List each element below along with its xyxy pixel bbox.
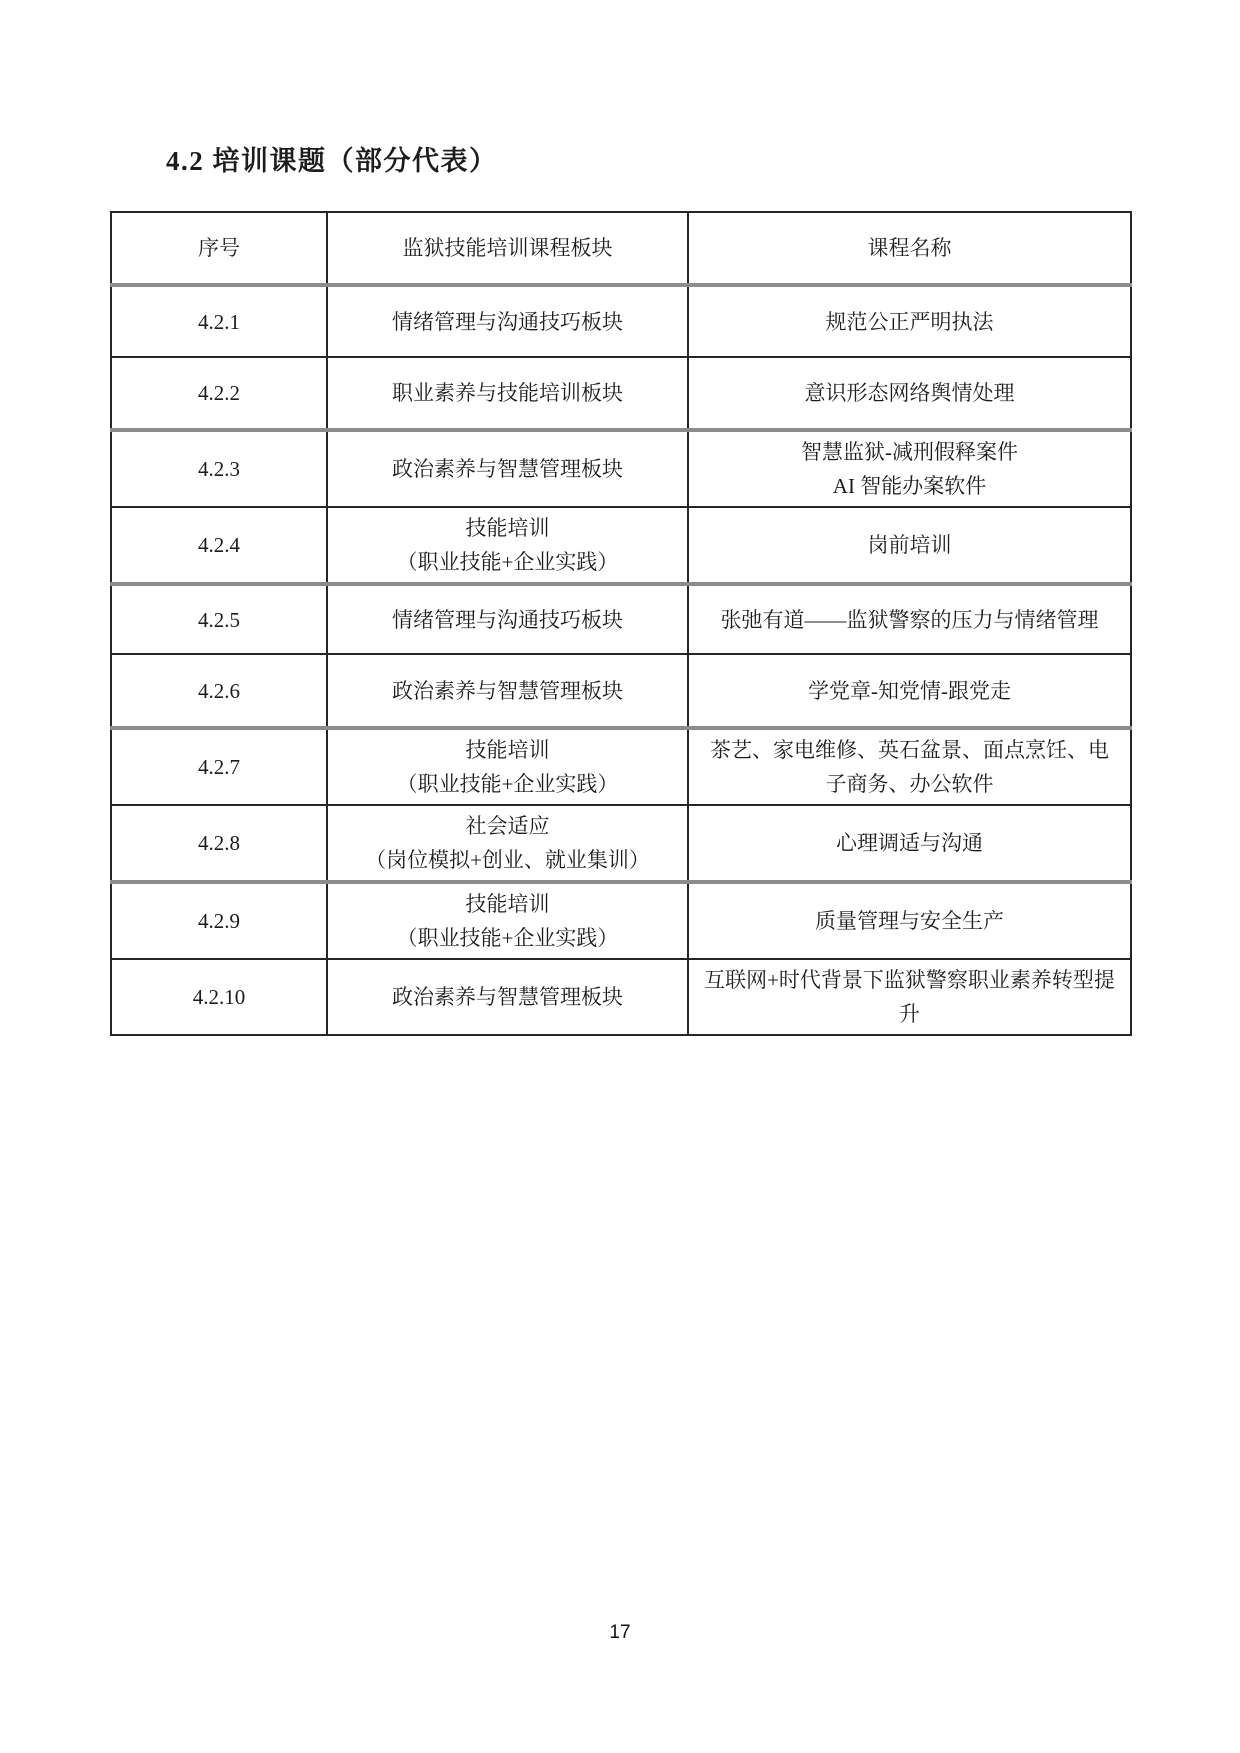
table-row — [111, 430, 1131, 507]
cell-line: AI 智能办案软件 — [832, 474, 987, 498]
cell-course: 质量管理与安全生产 — [688, 882, 1131, 959]
cell-line: 技能培训 — [465, 738, 550, 762]
cell-course: 规范公正严明执法 — [688, 285, 1131, 357]
cell-course: 心理调适与沟通 — [688, 805, 1131, 882]
cell-line: （职业技能+企业实践） — [396, 550, 619, 574]
cell-no: 4.2.5 — [111, 584, 327, 654]
table-row — [111, 728, 1131, 805]
table-row — [111, 285, 1131, 357]
table-row — [111, 507, 1131, 584]
cell-course: 岗前培训 — [688, 507, 1131, 584]
cell-course: 张弛有道——监狱警察的压力与情绪管理 — [688, 584, 1131, 654]
table-row — [111, 654, 1131, 728]
section-title: 4.2 培训课题（部分代表） — [166, 146, 498, 176]
cell-module — [327, 728, 688, 805]
cell-module: 政治素养与智慧管理板块 — [327, 654, 688, 728]
cell-module: 政治素养与智慧管理板块 — [327, 959, 688, 1035]
cell-module: 情绪管理与沟通技巧板块 — [327, 285, 688, 357]
cell-course: 学党章-知党情-跟党走 — [688, 654, 1131, 728]
cell-module: 情绪管理与沟通技巧板块 — [327, 584, 688, 654]
page-number: 17 — [609, 1622, 631, 1643]
table-row — [111, 882, 1131, 959]
column-header-course: 课程名称 — [688, 212, 1131, 285]
cell-no: 4.2.8 — [111, 805, 327, 882]
cell-no: 4.2.10 — [111, 959, 327, 1035]
cell-no: 4.2.4 — [111, 507, 327, 584]
cell-line: （职业技能+企业实践） — [396, 772, 619, 796]
table-header-row — [111, 212, 1131, 285]
cell-module: 职业素养与技能培训板块 — [327, 357, 688, 430]
cell-no: 4.2.6 — [111, 654, 327, 728]
cell-module — [327, 805, 688, 882]
cell-line: （岗位模拟+创业、就业集训） — [365, 848, 650, 872]
cell-course: 互联网+时代背景下监狱警察职业素养转型提升 — [688, 959, 1131, 1035]
cell-course — [688, 430, 1131, 507]
cell-module — [327, 507, 688, 584]
cell-course: 茶艺、家电维修、英石盆景、面点烹饪、电子商务、办公软件 — [688, 728, 1131, 805]
cell-line: 技能培训 — [465, 892, 550, 916]
cell-no: 4.2.3 — [111, 430, 327, 507]
cell-line: 智慧监狱-减刑假释案件 — [801, 440, 1018, 464]
cell-module: 政治素养与智慧管理板块 — [327, 430, 688, 507]
table-row — [111, 584, 1131, 654]
table-row — [111, 805, 1131, 882]
table-row — [111, 959, 1131, 1035]
cell-line: 技能培训 — [465, 516, 550, 540]
cell-line: （职业技能+企业实践） — [396, 926, 619, 950]
cell-course: 意识形态网络舆情处理 — [688, 357, 1131, 430]
cell-module — [327, 882, 688, 959]
column-header-no: 序号 — [111, 212, 327, 285]
column-header-module: 监狱技能培训课程板块 — [327, 212, 688, 285]
cell-no: 4.2.2 — [111, 357, 327, 430]
table-row — [111, 357, 1131, 430]
cell-no: 4.2.1 — [111, 285, 327, 357]
cell-line: 社会适应 — [465, 814, 550, 838]
training-courses-table — [110, 211, 1132, 1036]
cell-no: 4.2.7 — [111, 728, 327, 805]
cell-no: 4.2.9 — [111, 882, 327, 959]
